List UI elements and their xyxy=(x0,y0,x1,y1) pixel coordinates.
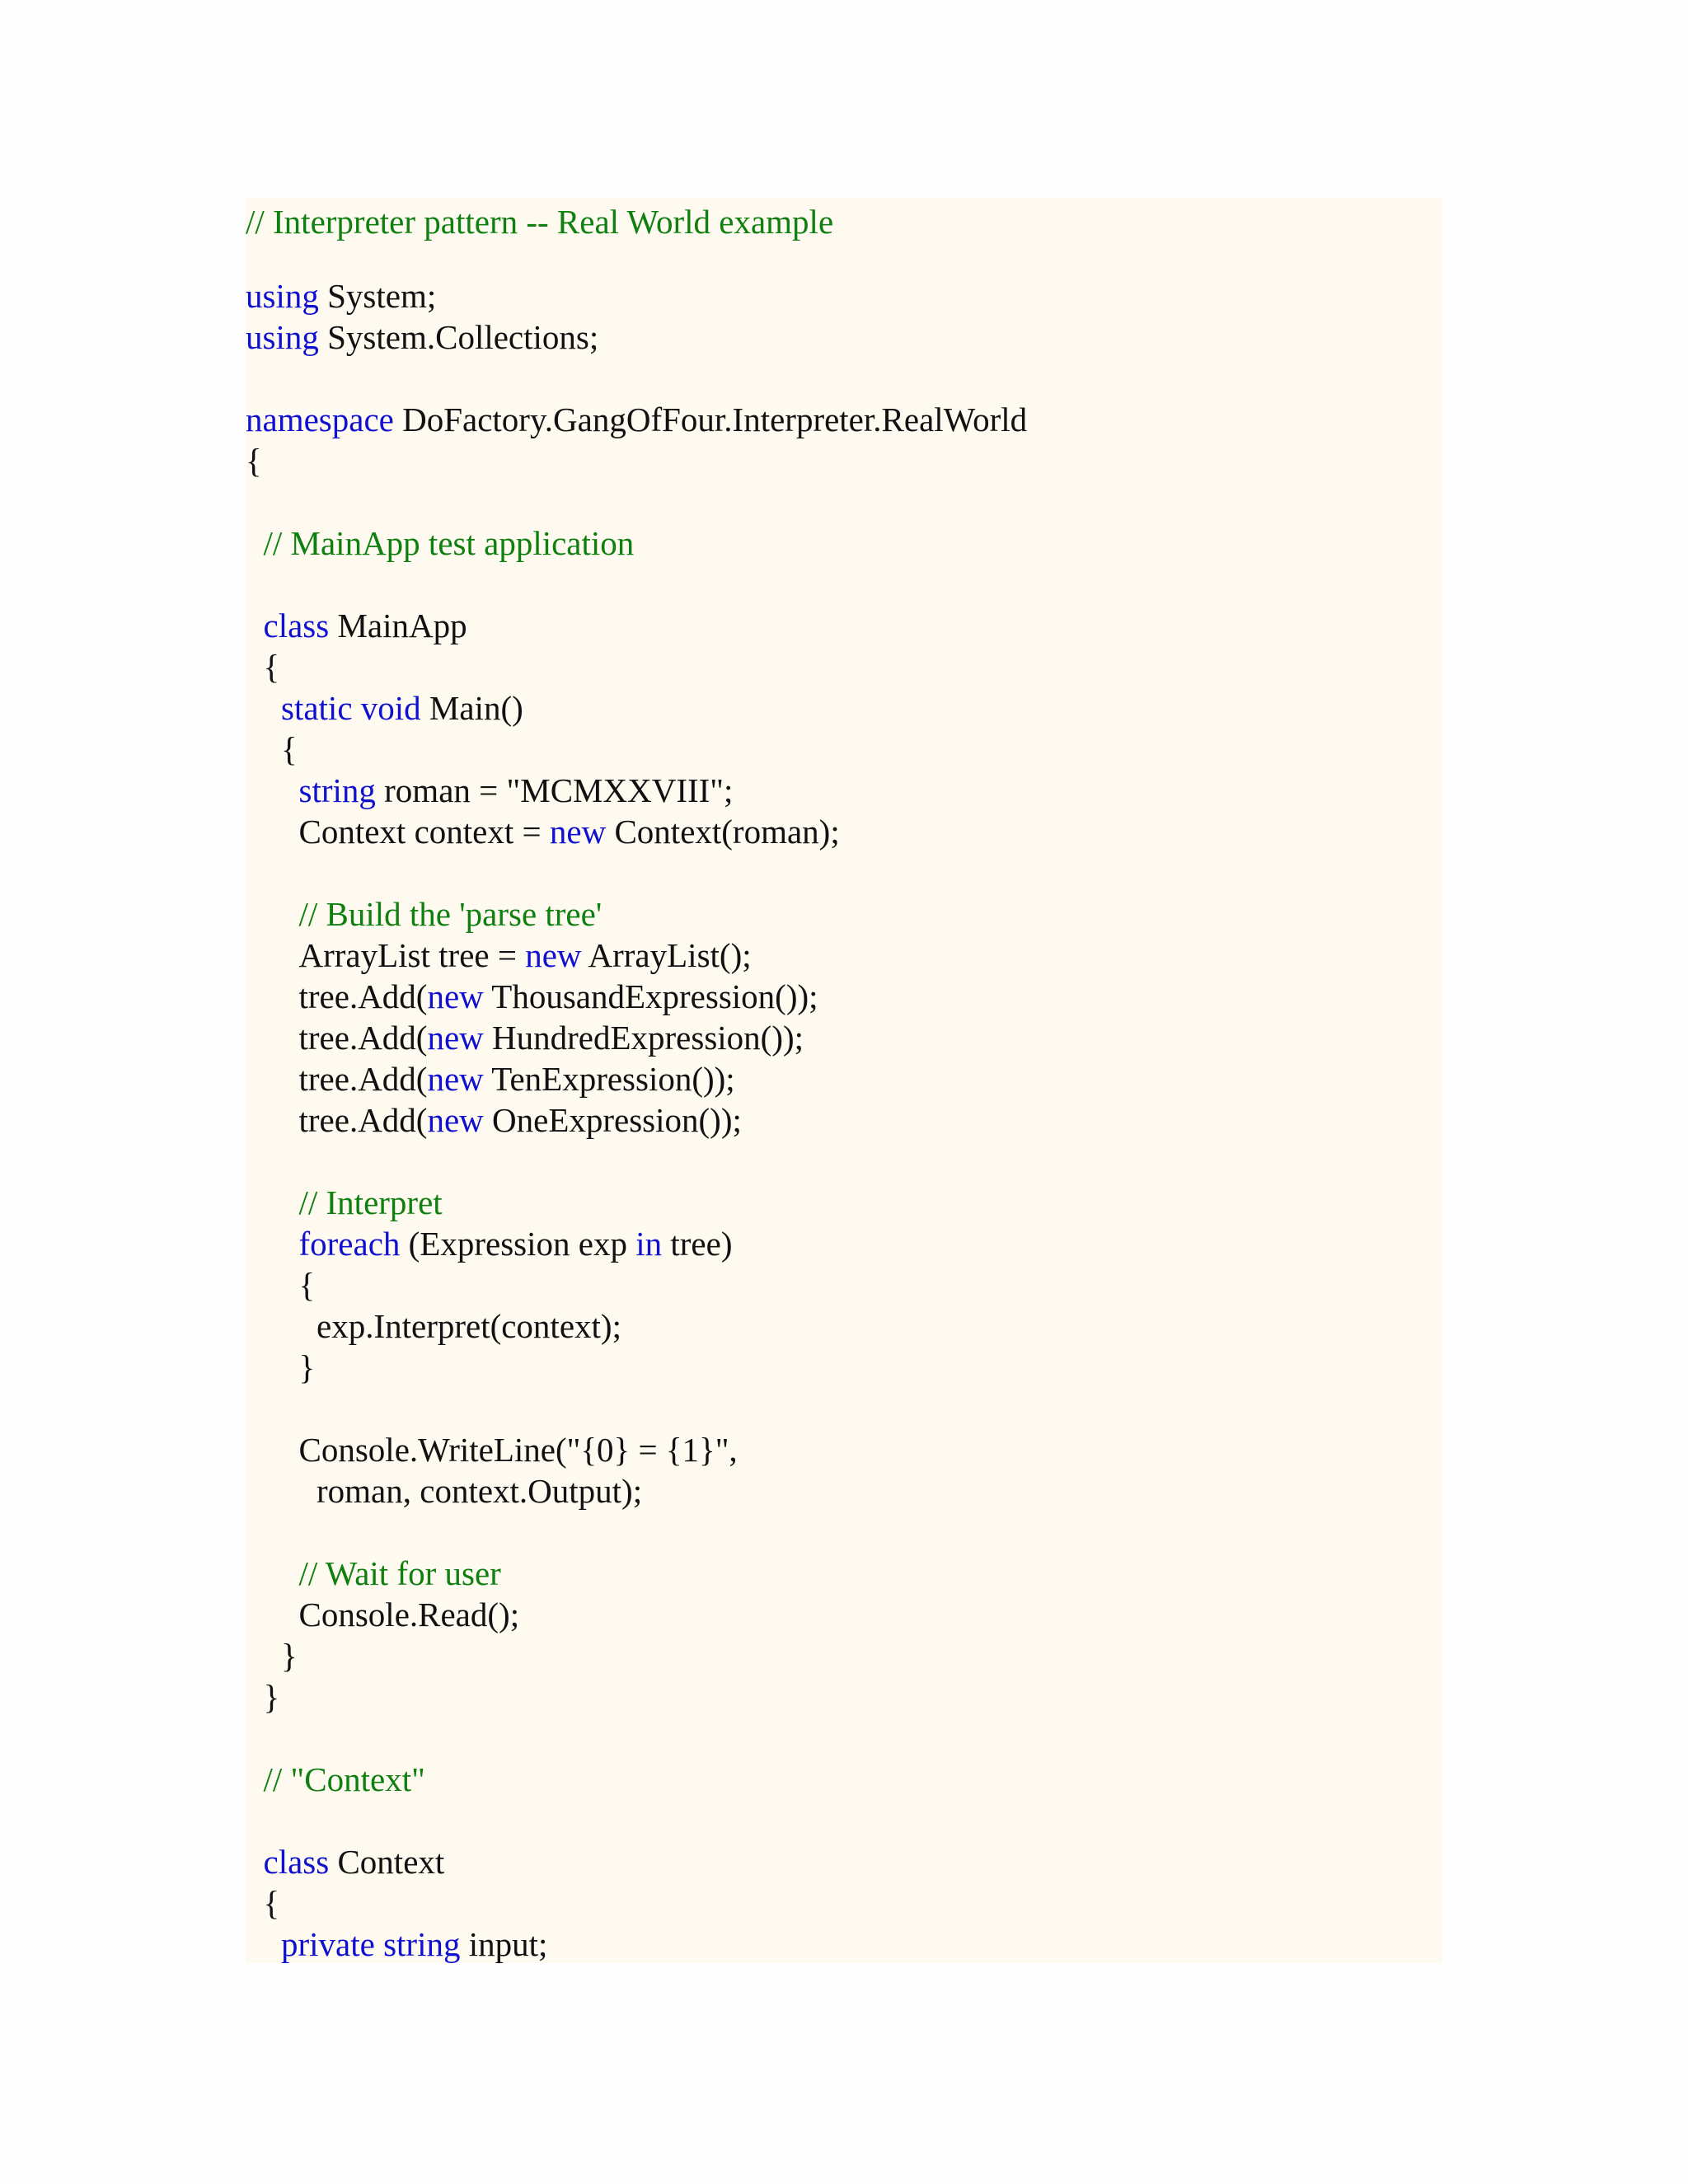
code-line xyxy=(246,1429,1442,1470)
code-text: MainApp xyxy=(329,607,467,644)
code-text: tree.Add( xyxy=(298,1019,428,1057)
code-line xyxy=(246,399,1442,440)
code-line xyxy=(246,1882,1442,1924)
code-comment: // Interpret xyxy=(298,1183,443,1221)
code-line xyxy=(246,605,1442,646)
code-blank-line xyxy=(246,358,1442,399)
code-line xyxy=(246,1017,1442,1058)
code-text: { xyxy=(263,1884,280,1922)
code-blank-line xyxy=(246,481,1442,523)
code-keyword: using xyxy=(246,318,319,356)
code-text: DoFactory.GangOfFour.Interpreter.RealWorld xyxy=(393,401,1028,438)
code-text: tree.Add( xyxy=(298,1060,428,1098)
code-text: } xyxy=(281,1637,298,1675)
code-blank-line xyxy=(246,1141,1442,1182)
code-line xyxy=(246,1470,1442,1511)
code-line xyxy=(246,523,1442,564)
code-line xyxy=(246,1924,1442,1965)
code-comment: // Wait for user xyxy=(298,1554,501,1592)
code-blank-line xyxy=(246,852,1442,893)
code-text: Main() xyxy=(420,689,523,727)
code-comment: // Build the 'parse tree' xyxy=(298,895,603,933)
code-line xyxy=(246,1347,1442,1388)
code-text: ArrayList(); xyxy=(581,936,752,974)
code-line xyxy=(246,811,1442,852)
code-text: exp.Interpret(context); xyxy=(316,1307,621,1345)
code-text: tree.Add( xyxy=(298,1101,428,1139)
code-blank-line xyxy=(246,1800,1442,1841)
code-line xyxy=(246,1759,1442,1800)
code-text: System.Collections; xyxy=(318,318,599,356)
code-keyword: using xyxy=(246,277,319,315)
code-line xyxy=(246,1099,1442,1141)
code-blank-line xyxy=(246,242,1442,275)
code-line xyxy=(246,201,1442,242)
code-comment: // MainApp test application xyxy=(263,524,635,562)
code-text: { xyxy=(246,442,262,480)
code-line xyxy=(246,1676,1442,1718)
code-line xyxy=(246,1058,1442,1099)
code-keyword: new xyxy=(525,936,582,974)
code-text: ArrayList tree = xyxy=(298,936,526,974)
code-line xyxy=(246,687,1442,729)
code-text: OneExpression()); xyxy=(483,1101,742,1139)
code-blank-line xyxy=(246,564,1442,605)
code-text: roman, context.Output); xyxy=(316,1472,643,1510)
code-keyword: new xyxy=(549,813,607,851)
code-blank-line xyxy=(246,1511,1442,1553)
code-line xyxy=(246,1223,1442,1264)
code-line xyxy=(246,275,1442,316)
code-keyword: new xyxy=(427,1101,484,1139)
code-comment: // Interpreter pattern -- Real World example xyxy=(246,203,834,241)
code-text: { xyxy=(281,730,298,768)
code-line xyxy=(246,976,1442,1017)
code-keyword: in xyxy=(635,1225,663,1263)
code-text: TenExpression()); xyxy=(483,1060,735,1098)
code-text: } xyxy=(263,1678,280,1716)
code-text: { xyxy=(263,648,280,686)
code-line xyxy=(246,1635,1442,1676)
code-text: roman = "MCMXXVIII"; xyxy=(375,771,734,809)
code-text: HundredExpression()); xyxy=(483,1019,804,1057)
code-line xyxy=(246,1264,1442,1305)
code-line xyxy=(246,1594,1442,1635)
code-line xyxy=(246,1182,1442,1223)
code-keyword: static void xyxy=(281,689,421,727)
code-keyword: namespace xyxy=(246,401,394,438)
code-keyword: class xyxy=(263,607,330,644)
code-keyword: private string xyxy=(281,1925,461,1963)
code-keyword: foreach xyxy=(298,1225,401,1263)
code-keyword: new xyxy=(427,1060,484,1098)
code-line xyxy=(246,1841,1442,1882)
code-line xyxy=(246,316,1442,358)
code-text: Console.Read(); xyxy=(298,1596,520,1633)
code-line xyxy=(246,440,1442,481)
code-text: System; xyxy=(318,277,437,315)
code-comment: // "Context" xyxy=(263,1760,425,1798)
code-keyword: string xyxy=(298,771,376,809)
code-line xyxy=(246,1305,1442,1347)
code-keyword: new xyxy=(427,977,484,1015)
code-line xyxy=(246,935,1442,976)
code-listing xyxy=(246,198,1442,1963)
code-text: } xyxy=(298,1348,316,1386)
code-line xyxy=(246,646,1442,687)
code-text: Context context = xyxy=(298,813,550,851)
code-text: (Expression exp xyxy=(400,1225,636,1263)
code-blank-line xyxy=(246,1388,1442,1429)
code-text: input; xyxy=(460,1925,548,1963)
code-text: Context(roman); xyxy=(606,813,840,851)
code-text: Console.WriteLine("{0} = {1}", xyxy=(298,1431,738,1469)
code-text: tree.Add( xyxy=(298,977,428,1015)
code-text: Context xyxy=(329,1843,445,1881)
code-line xyxy=(246,893,1442,935)
code-text: { xyxy=(298,1266,316,1304)
code-keyword: new xyxy=(427,1019,484,1057)
code-line xyxy=(246,1553,1442,1594)
code-text: ThousandExpression()); xyxy=(483,977,818,1015)
code-blank-line xyxy=(246,1718,1442,1759)
code-line xyxy=(246,770,1442,811)
code-text: tree) xyxy=(662,1225,733,1263)
code-line xyxy=(246,729,1442,770)
code-keyword: class xyxy=(263,1843,330,1881)
